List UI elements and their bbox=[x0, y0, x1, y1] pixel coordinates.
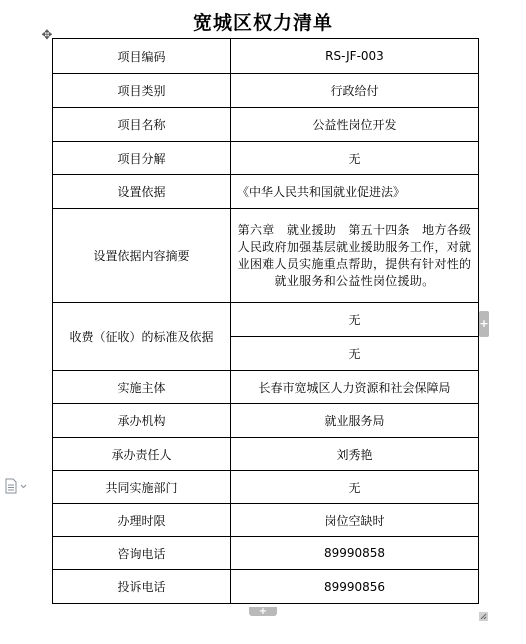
power-list-table bbox=[52, 38, 479, 604]
row-value-fee-2: 无 bbox=[231, 337, 479, 371]
resize-icon[interactable] bbox=[479, 606, 488, 615]
row-value-category: 行政给付 bbox=[231, 74, 479, 108]
table-row bbox=[53, 438, 479, 471]
add-column-icon[interactable]: + bbox=[479, 311, 489, 337]
table-row bbox=[53, 303, 479, 337]
table-row bbox=[53, 39, 479, 74]
row-value-consult-phone: 89990858 bbox=[231, 537, 479, 570]
row-label-fee: 收费（征收）的标准及依据 bbox=[53, 303, 231, 371]
row-label-subject: 实施主体 bbox=[53, 371, 231, 404]
table-row bbox=[53, 74, 479, 108]
row-label-complaint-phone: 投诉电话 bbox=[53, 570, 231, 604]
row-value-joint: 无 bbox=[231, 471, 479, 504]
row-value-fee-1: 无 bbox=[231, 303, 479, 337]
table-row bbox=[53, 142, 479, 175]
row-value-complaint-phone: 89990856 bbox=[231, 570, 479, 604]
row-label-code: 项目编码 bbox=[53, 39, 231, 74]
row-value-time-limit: 岗位空缺时 bbox=[231, 504, 479, 537]
table-row bbox=[53, 108, 479, 142]
page-title: 宽城区权力清单 bbox=[192, 12, 333, 34]
document-icon[interactable] bbox=[4, 478, 28, 494]
table-row bbox=[53, 471, 479, 504]
row-value-name: 公益性岗位开发 bbox=[231, 108, 479, 142]
row-label-time-limit: 办理时限 bbox=[53, 504, 231, 537]
row-label-basis: 设置依据 bbox=[53, 175, 231, 209]
table-row bbox=[53, 537, 479, 570]
row-label-consult-phone: 咨询电话 bbox=[53, 537, 231, 570]
move-icon[interactable]: ✥ bbox=[41, 28, 53, 43]
row-label-responsible: 承办责任人 bbox=[53, 438, 231, 471]
row-label-category: 项目类别 bbox=[53, 74, 231, 108]
row-value-agency: 就业服务局 bbox=[231, 404, 479, 438]
table-row bbox=[53, 404, 479, 438]
row-value-basis: 《中华人民共和国就业促进法》 bbox=[231, 175, 479, 209]
row-label-agency: 承办机构 bbox=[53, 404, 231, 438]
table-row bbox=[53, 570, 479, 604]
row-value-responsible: 刘秀艳 bbox=[231, 438, 479, 471]
row-label-basis-summary: 设置依据内容摘要 bbox=[53, 209, 231, 303]
table-row bbox=[53, 175, 479, 209]
row-value-basis-summary: 第六章 就业援助 第五十四条 地方各级人民政府加强基层就业援助服务工作，对就业困难人员实施重点帮助，提供有针对性的就业服务和公益性岗位援助。 bbox=[231, 209, 479, 303]
row-value-split: 无 bbox=[231, 142, 479, 175]
row-label-joint: 共同实施部门 bbox=[53, 471, 231, 504]
table-row bbox=[53, 371, 479, 404]
row-value-subject: 长春市宽城区人力资源和社会保障局 bbox=[231, 371, 479, 404]
table-row bbox=[53, 504, 479, 537]
row-value-code: RS-JF-003 bbox=[231, 39, 479, 74]
table-row bbox=[53, 209, 479, 303]
row-label-name: 项目名称 bbox=[53, 108, 231, 142]
row-label-split: 项目分解 bbox=[53, 142, 231, 175]
add-row-icon[interactable]: + bbox=[249, 607, 277, 616]
